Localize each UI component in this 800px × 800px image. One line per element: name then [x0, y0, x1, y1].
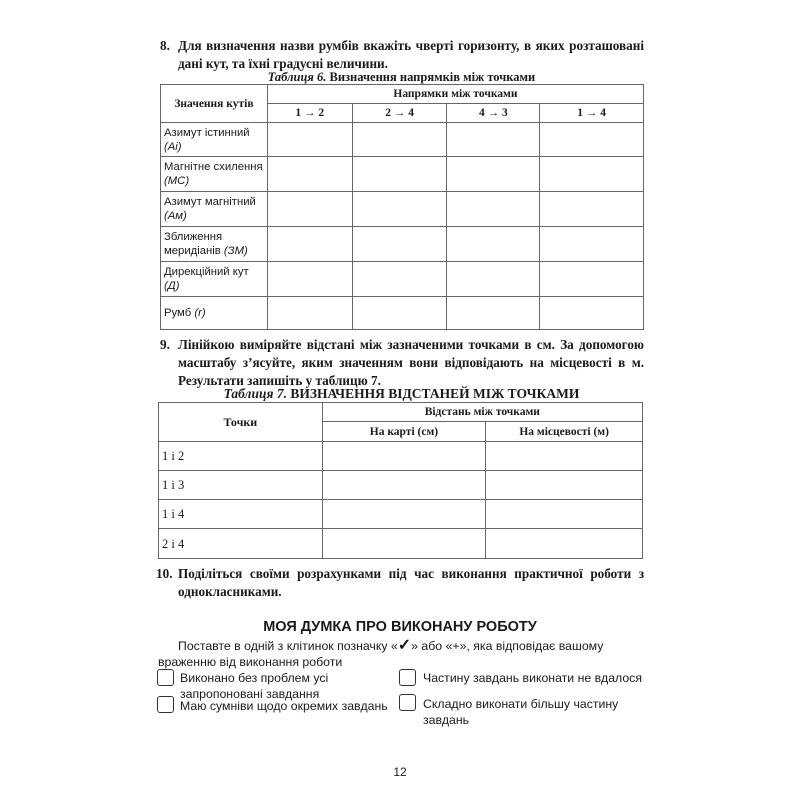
check-mark-icon: ✓: [397, 637, 412, 654]
corner-header: Точки: [159, 403, 323, 442]
option-checkbox-4[interactable]: [399, 694, 416, 711]
row-label: 2 і 4: [159, 529, 323, 559]
task-text: Поділіться своїми розрахунками під час виконання практичної роботи з однокласниками.: [178, 566, 644, 599]
task-9: [160, 336, 644, 390]
option-checkbox-3[interactable]: [157, 696, 174, 713]
option-label-4: Складно виконати більшу частину завдань: [423, 697, 619, 727]
input-cell[interactable]: [352, 297, 447, 330]
input-cell[interactable]: [267, 157, 352, 192]
task-10: [156, 565, 644, 601]
input-cell[interactable]: [540, 123, 644, 157]
input-cell[interactable]: [486, 529, 643, 559]
column-header-ground: На місцевості (м): [486, 422, 643, 442]
group-header: Відстань між точками: [322, 403, 642, 422]
input-cell[interactable]: [447, 123, 540, 157]
row-label: 1 і 4: [159, 500, 323, 529]
caption-label: Таблиця 6.: [267, 70, 327, 84]
option-label-1: Виконано без проблем усі запропоновані завдання: [180, 671, 329, 701]
option-label-3: Маю сумніви щодо окремих завдань: [180, 699, 388, 713]
option-label-2: Частину завдань виконати не вдалося: [423, 671, 642, 685]
caption-label: Таблиця 7.: [223, 386, 287, 401]
input-cell[interactable]: [352, 262, 447, 297]
column-header: 2 → 4: [352, 104, 447, 123]
column-header: 1 → 4: [540, 104, 644, 123]
input-cell[interactable]: [540, 297, 644, 330]
input-cell[interactable]: [352, 157, 447, 192]
row-label: Дирекційний кут (Д): [161, 262, 268, 297]
task-number: 10.: [156, 566, 173, 581]
column-header: 1 → 2: [267, 104, 352, 123]
task-text: Лінійкою виміряйте відстані між зазначеними точками в см. За допомогою масштабу з’ясуйте, яким значенням вони відповідають на місцевості в м. Результати запишіть у таблицю 7.: [178, 337, 644, 388]
input-cell[interactable]: [267, 123, 352, 157]
caption-title: ВИЗНАЧЕННЯ ВІДСТАНЕЙ МІЖ ТОЧКАМИ: [290, 386, 580, 401]
page-number: 12: [393, 765, 407, 779]
input-cell[interactable]: [540, 157, 644, 192]
corner-header: Значення кутів: [161, 85, 268, 123]
input-cell[interactable]: [322, 442, 486, 471]
input-cell[interactable]: [352, 123, 447, 157]
input-cell[interactable]: [540, 227, 644, 262]
row-label: Зближення меридіанів (ЗМ): [161, 227, 268, 262]
input-cell[interactable]: [486, 500, 643, 529]
input-cell[interactable]: [267, 297, 352, 330]
input-cell[interactable]: [486, 471, 643, 500]
row-label: 1 і 2: [159, 442, 323, 471]
input-cell[interactable]: [322, 500, 486, 529]
row-label: Магнітне схилення (МС): [161, 157, 268, 192]
distances-table: [158, 402, 643, 559]
row-label: 1 і 3: [159, 471, 323, 500]
input-cell[interactable]: [352, 227, 447, 262]
directions-table: [160, 84, 644, 330]
table-6-caption: [160, 70, 643, 85]
input-cell[interactable]: [267, 227, 352, 262]
input-cell[interactable]: [447, 192, 540, 227]
input-cell[interactable]: [352, 192, 447, 227]
option-checkbox-1[interactable]: [157, 669, 174, 686]
input-cell[interactable]: [447, 157, 540, 192]
task-number: 8.: [160, 38, 170, 53]
row-label: Азимут магнітний (Ам): [161, 192, 268, 227]
reflection-instruction: Поставте в одній з клітинок позначку «✓» або «+», яка відповідає вашому враженню від виконання роботи: [158, 637, 604, 669]
input-cell[interactable]: [486, 442, 643, 471]
caption-title: Визначення напрямків між точками: [329, 70, 536, 84]
table-7-caption: [160, 386, 643, 402]
input-cell[interactable]: [447, 227, 540, 262]
input-cell[interactable]: [540, 262, 644, 297]
column-header: 4 → 3: [447, 104, 540, 123]
group-header: Напрямки між точками: [267, 85, 643, 104]
row-label: Румб (r): [161, 297, 268, 330]
input-cell[interactable]: [322, 471, 486, 500]
input-cell[interactable]: [267, 192, 352, 227]
input-cell[interactable]: [447, 262, 540, 297]
task-number: 9.: [160, 337, 170, 352]
task-text: Для визначення назви румбів вкажіть чверті горизонту, в яких розташовані дані кут, та їхні градусні величини.: [178, 38, 644, 71]
input-cell[interactable]: [447, 297, 540, 330]
row-label: Азимут істинний (Аі): [161, 123, 268, 157]
column-header-map: На карті (см): [322, 422, 486, 442]
reflection-title: МОЯ ДУМКА ПРО ВИКОНАНУ РОБОТУ: [263, 619, 537, 635]
option-checkbox-2[interactable]: [399, 669, 416, 686]
task-8: [160, 37, 644, 73]
input-cell[interactable]: [540, 192, 644, 227]
input-cell[interactable]: [267, 262, 352, 297]
input-cell[interactable]: [322, 529, 486, 559]
